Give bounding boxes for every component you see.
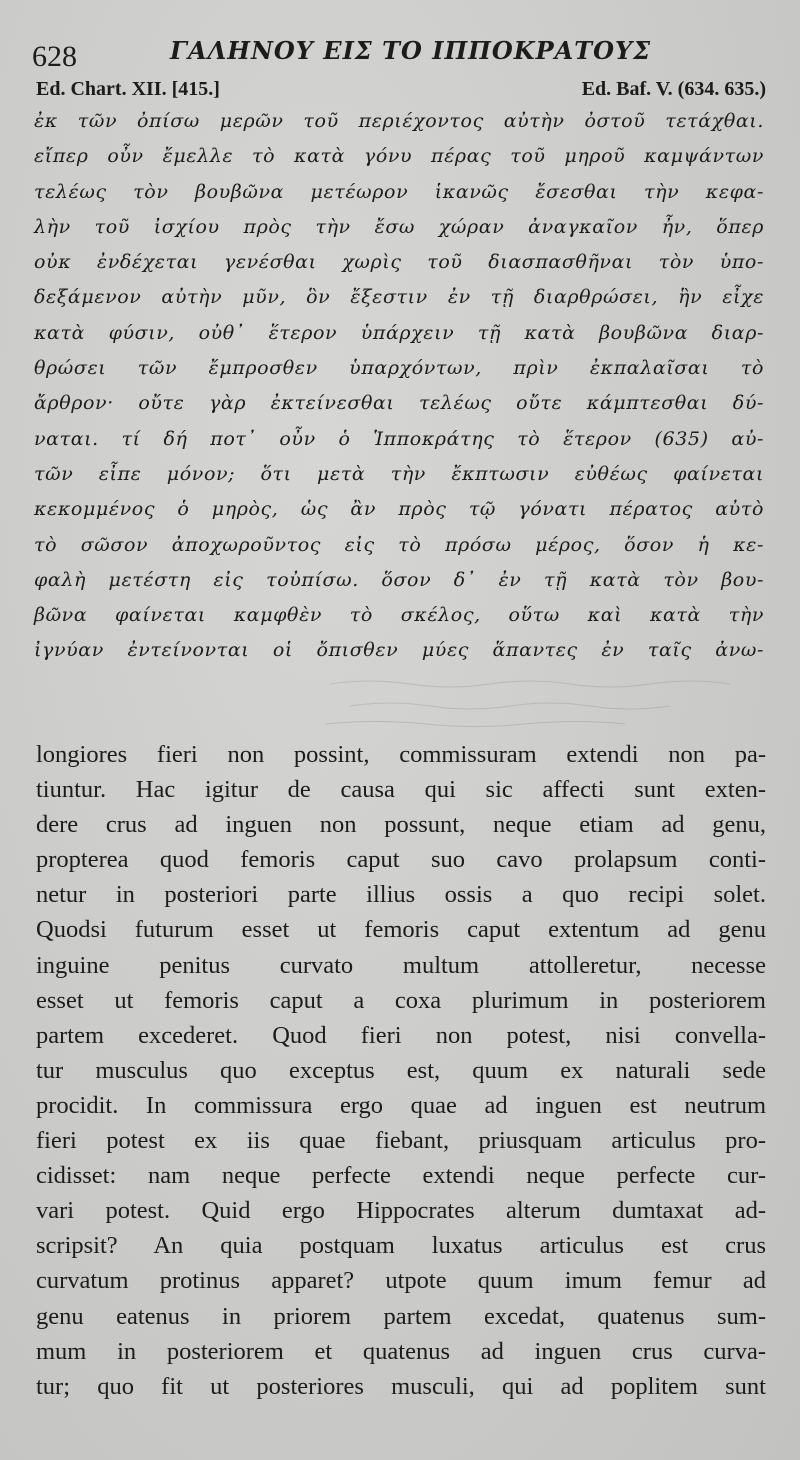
greek-line: ἰγνύαν ἐντείνονται οἱ ὄπισθεν μύες ἅπαντες ἐν ταῖς ἀνω- (34, 639, 764, 662)
latin-line: esset ut femoris caput a coxa plurimum in posteriorem (36, 986, 766, 1014)
latin-line: vari potest. Quid ergo Hippocrates alterum dumtaxat ad- (36, 1197, 766, 1225)
greek-line: οὐκ ἐνδέχεται γενέσθαι χωρὶς τοῦ διασπασθῆναι τὸν ὑπο- (34, 251, 764, 274)
greek-line: τελέως τὸν βουβῶνα μετέωρον ἱκανῶς ἔσεσθαι τὴν κεφα- (34, 180, 764, 203)
latin-line: partem excederet. Quod fieri non potest, nisi convella- (36, 1021, 766, 1049)
page-header (30, 34, 770, 74)
latin-translation-block (36, 737, 766, 1404)
greek-line: φαλὴ μετέστη εἰς τοὐπίσω. ὅσον δ᾽ ἐν τῇ κατὰ τὸν βου- (34, 568, 764, 591)
greek-line: ἄρθρον· οὔτε γὰρ ἐκτείνεσθαι τελέως οὔτε κάμπτεσθαι δύ- (34, 392, 764, 415)
latin-line: cidisset: nam neque perfecte extendi neque perfecte cur- (36, 1162, 766, 1190)
latin-line: dere crus ad inguen non possunt, neque etiam ad genu, (36, 811, 766, 839)
latin-line: mum in posteriorem et quatenus ad inguen crus curva- (36, 1337, 766, 1365)
latin-line: curvatum protinus apparet? utpote quum imum femur ad (36, 1267, 766, 1295)
latin-line: tur; quo fit ut posteriores musculi, qui ad poplitem sunt (36, 1372, 766, 1400)
bleed-through-strokes (320, 670, 760, 730)
greek-line: ναται. τί δή ποτ᾽ οὖν ὁ Ἱπποκράτης τὸ ἕτερον (635) αὐ- (34, 427, 764, 450)
page-number: 628 (32, 40, 77, 73)
edition-reference-row (36, 78, 766, 104)
greek-text-block (34, 104, 764, 669)
greek-line: λὴν τοῦ ἰσχίου πρὸς τὴν ἔσω χώραν ἀναγκαῖον ἦν, ὅπερ (34, 215, 764, 238)
latin-line: netur in posteriori parte illius ossis a quo recipi solet. (36, 881, 766, 909)
latin-line: procidit. In commissura ergo quae ad inguen est neutrum (36, 1091, 766, 1119)
greek-line: δεξάμενον αὐτὴν μῦν, ὃν ἔξεστιν ἐν τῇ διαρθρώσει, ἣν εἶχε (34, 286, 764, 309)
running-title: ΓΑΛΗΝΟΥ ΕΙΣ ΤΟ ΙΠΠΟΚΡΑΤΟΥΣ (170, 36, 652, 65)
latin-line: tur musculus quo exceptus est, quum ex naturali sede (36, 1056, 766, 1084)
latin-line: fieri potest ex iis quae fiebant, priusquam articulus pro- (36, 1127, 766, 1155)
show-through-texture (320, 670, 760, 730)
latin-line: genu eatenus in priorem partem excedat, quatenus sum- (36, 1302, 766, 1330)
greek-line: κεκομμένος ὁ μηρὸς, ὡς ἂν πρὸς τῷ γόνατι πέρατος αὐτὸ (34, 498, 764, 521)
latin-line: longiores fieri non possint, commissuram extendi non pa- (36, 741, 766, 768)
edition-reference-left: Ed. Chart. XII. [415.] (36, 78, 220, 100)
greek-line: εἴπερ οὖν ἔμελλε τὸ κατὰ γόνυ πέρας τοῦ μηροῦ καμψάντων (34, 145, 764, 168)
greek-line: κατὰ φύσιν, οὐθ᾽ ἕτερον ὑπάρχειν τῇ κατὰ βουβῶνα διαρ- (34, 321, 764, 344)
edition-reference-right: Ed. Baf. V. (634. 635.) (581, 78, 766, 100)
greek-line: βῶνα φαίνεται καμφθὲν τὸ σκέλος, οὕτω καὶ κατὰ τὴν (34, 604, 764, 627)
greek-line: θρώσει τῶν ἔμπροσθεν ὑπαρχόντων, πρὶν ἐκπαλαῖσαι τὸ (34, 357, 764, 380)
latin-line: propterea quod femoris caput suo cavo prolapsum conti- (36, 846, 766, 874)
greek-line: τῶν εἶπε μόνον; ὅτι μετὰ τὴν ἔκπτωσιν εὐθέως φαίνεται (34, 462, 764, 485)
greek-line: ἐκ τῶν ὀπίσω μερῶν τοῦ περιέχοντος αὐτὴν ὀστοῦ τετάχθαι. (34, 110, 764, 132)
greek-line: τὸ σῶσον ἀποχωροῦντος εἰς τὸ πρόσω μέρος, ὅσον ἡ κε- (34, 533, 764, 556)
latin-line: tiuntur. Hac igitur de causa qui sic affecti sunt exten- (36, 776, 766, 804)
latin-line: scripsit? An quia postquam luxatus articulus est crus (36, 1232, 766, 1260)
latin-line: Quodsi futurum esset ut femoris caput extentum ad genu (36, 916, 766, 944)
latin-line: inguine penitus curvato multum attolleretur, necesse (36, 951, 766, 979)
